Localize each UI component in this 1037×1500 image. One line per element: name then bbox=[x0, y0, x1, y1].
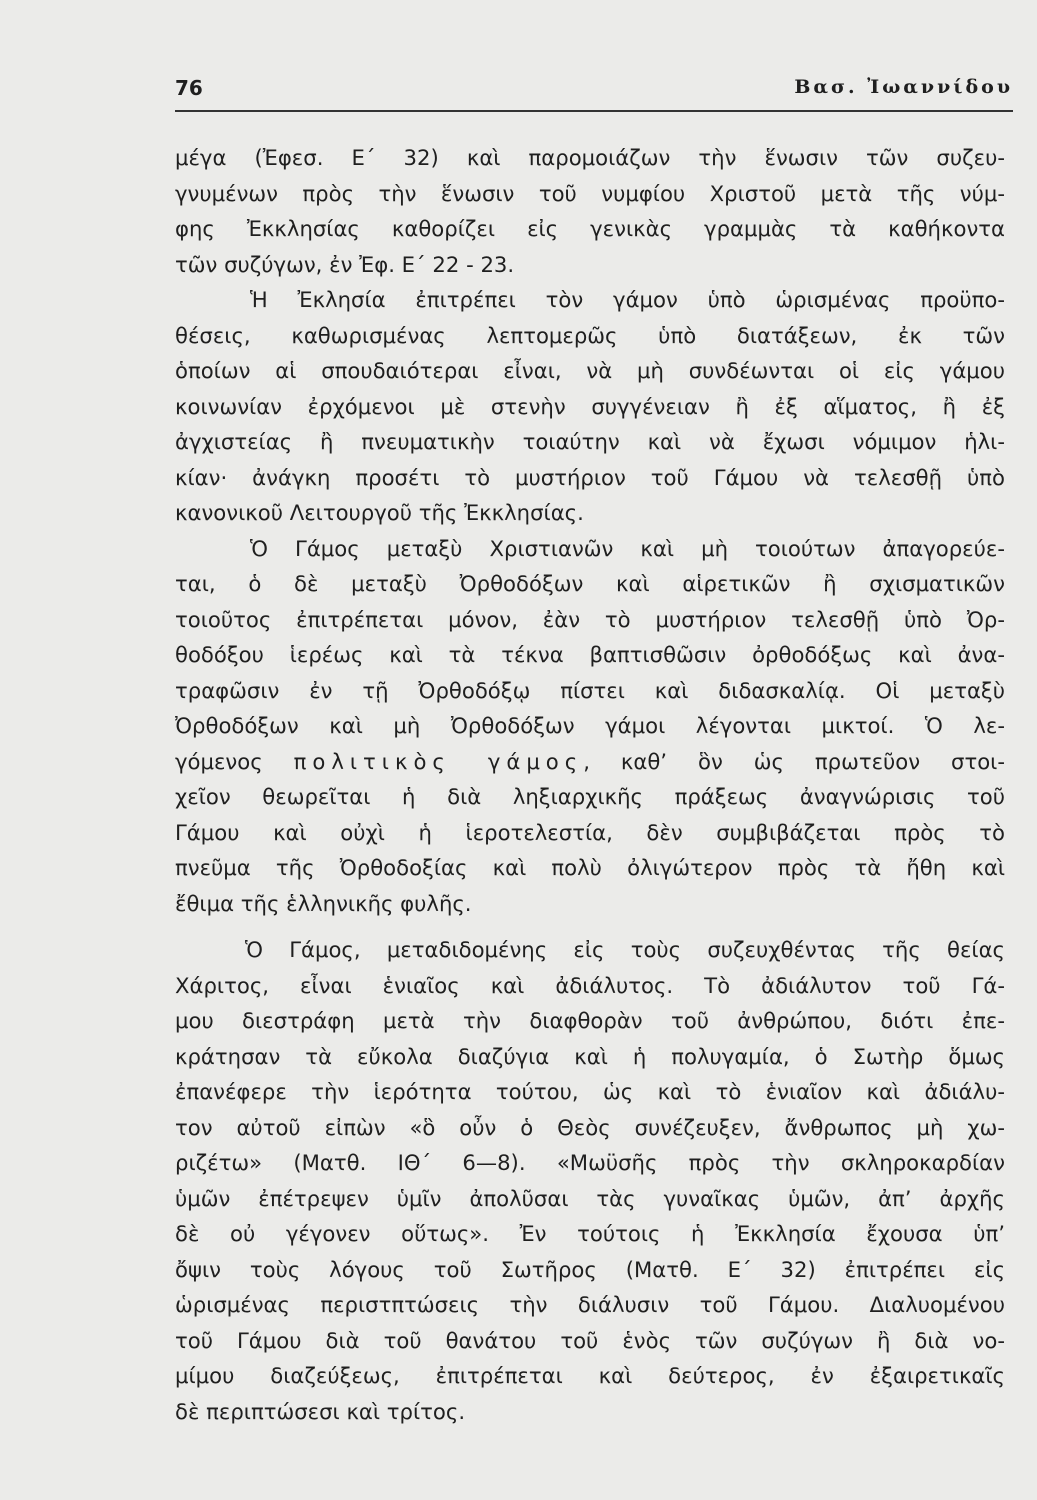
text-line: μίμου διαζεύξεως, ἐπιτρέπεται καὶ δεύτερος, ἐν ἐξαιρετικαῖς bbox=[175, 1363, 1005, 1388]
text-line: ὄψιν τοὺς λόγους τοῦ Σωτῆρος (Ματθ. Ε΄ 32) ἐπιτρέπει εἰς bbox=[175, 1256, 1005, 1282]
page-number: 76 bbox=[175, 76, 203, 100]
text-line: Ὀρθοδόξων καὶ μὴ Ὀρθοδόξων γάμοι λέγονται μικτοί. Ὁ λε- bbox=[175, 713, 1005, 738]
page-header bbox=[175, 76, 1013, 106]
text-line: τοιοῦτος ἐπιτρέπεται μόνον, ἐὰν τὸ μυστήριον τελεσθῇ ὑπὸ Ὀρ- bbox=[175, 606, 1005, 632]
text-line-mixed bbox=[175, 744, 1005, 780]
text-line: πνεῦμα τῆς Ὀρθοδοξίας καὶ πολὺ ὀλιγώτερον πρὸς τὰ ἤθη καὶ bbox=[175, 855, 1005, 880]
text-line: θέσεις, καθωρισμένας λεπτομερῶς ὑπὸ διατάξεων, ἐκ τῶν bbox=[175, 322, 1005, 348]
text-line: ἐπανέφερε τὴν ἱερότητα τούτου, ὡς καὶ τὸ ἑνιαῖον καὶ ἀδιάλυ- bbox=[175, 1079, 1005, 1104]
header-rule bbox=[175, 110, 1013, 112]
text-line: δὲ περιπτώσεσι καὶ τρίτος. bbox=[175, 1398, 466, 1424]
text-line: Ὁ Γάμος μεταξὺ Χριστιανῶν καὶ μὴ τοιούτων ἀπαγορεύε- bbox=[250, 535, 1005, 561]
text-segment: , καθ’ ὃν ὡς πρωτεῦον στοι- bbox=[583, 748, 1005, 774]
text-line: κανονικοῦ Λειτουργοῦ τῆς Ἐκκλησίας. bbox=[175, 500, 584, 525]
running-head: Βασ. Ἰωαννίδου bbox=[794, 76, 1013, 98]
text-line: θοδόξου ἱερέως καὶ τὰ τέκνα βαπτισθῶσιν ὀρθοδόξως καὶ ἀνα- bbox=[175, 642, 1005, 667]
text-line: ται, ὁ δὲ μεταξὺ Ὀρθοδόξων καὶ αἱρετικῶν ἢ σχισματικῶν bbox=[175, 571, 1005, 596]
text-line: Γάμου καὶ οὐχὶ ἡ ἱεροτελεστία, δὲν συμβιβάζεται πρὸς τὸ bbox=[175, 819, 1005, 845]
text-line: γνυμένων πρὸς τὴν ἕνωσιν τοῦ νυμφίου Χριστοῦ μετὰ τῆς νύμ- bbox=[175, 180, 1005, 206]
text-line: χεῖον θεωρεῖται ἡ διὰ ληξιαρχικῆς πράξεως ἀναγνώρισις τοῦ bbox=[175, 784, 1005, 809]
text-line: ριζέτω» (Ματθ. ΙΘ΄ 6—8). «Μωϋσῆς πρὸς τὴν σκληροκαρδίαν bbox=[175, 1150, 1005, 1175]
spaced-term: πολιτικὸς γάμος bbox=[293, 748, 584, 774]
text-line: ὡρισμένας περιστπτώσεις τὴν διάλυσιν τοῦ Γάμου. Διαλυομένου bbox=[175, 1292, 1005, 1317]
text-line: κοινωνίαν ἐρχόμενοι μὲ στενὴν συγγένειαν ἢ ἐξ αἵματος, ἢ ἐξ bbox=[175, 393, 1005, 419]
text-line: κίαν· ἀνάγκη προσέτι τὸ μυστήριον τοῦ Γάμου νὰ τελεσθῇ ὑπὸ bbox=[175, 464, 1005, 490]
text-line: Ἡ Ἐκλησία ἐπιτρέπει τὸν γάμον ὑπὸ ὡρισμένας προϋπο- bbox=[250, 287, 1005, 312]
text-line: ὑμῶν ἐπέτρεψεν ὑμῖν ἀπολῦσαι τὰς γυναῖκας ὑμῶν, ἀπ’ ἀρχῆς bbox=[175, 1185, 1005, 1211]
text-line: Ὁ Γάμος, μεταδιδομένης εἰς τοὺς συζευχθέντας τῆς θείας bbox=[245, 937, 1005, 962]
text-segment: γόμενος bbox=[175, 748, 294, 774]
paragraph-gap bbox=[175, 921, 1005, 932]
text-line: ἔθιμα τῆς ἑλληνικῆς φυλῆς. bbox=[175, 890, 472, 916]
text-line: μου διεστράφη μετὰ τὴν διαφθορὰν τοῦ ἀνθρώπου, διότι ἐπε- bbox=[175, 1008, 1005, 1033]
text-line: Χάριτος, εἶναι ἑνιαῖος καὶ ἀδιάλυτος. Τὸ ἀδιάλυτον τοῦ Γά- bbox=[175, 972, 1005, 998]
text-line: τον αὐτοῦ εἰπὼν «ὃ οὖν ὁ Θεὸς συνέζευξεν, ἄνθρωπος μὴ χω- bbox=[175, 1114, 1005, 1140]
text-line: ἀγχιστείας ἢ πνευματικὴν τοιαύτην καὶ νὰ ἔχωσι νόμιμον ἡλι- bbox=[175, 429, 1005, 454]
text-line: τῶν συζύγων, ἐν Ἐφ. Ε΄ 22 - 23. bbox=[175, 251, 515, 277]
text-line: ὁποίων αἱ σπουδαιότεραι εἶναι, νὰ μὴ συνδέωνται οἱ εἰς γάμου bbox=[175, 358, 1005, 383]
text-line: μέγα (Ἐφεσ. Ε΄ 32) καὶ παρομοιάζων τὴν ἕνωσιν τῶν συζευ- bbox=[175, 145, 1005, 170]
text-line: τραφῶσιν ἐν τῇ Ὀρθοδόξῳ πίστει καὶ διδασκαλίᾳ. Οἱ μεταξὺ bbox=[175, 677, 1005, 703]
text-line: κράτησαν τὰ εὔκολα διαζύγια καὶ ἡ πολυγαμία, ὁ Σωτὴρ ὅμως bbox=[175, 1043, 1005, 1069]
page-body bbox=[175, 140, 1005, 1429]
text-line: τοῦ Γάμου διὰ τοῦ θανάτου τοῦ ἑνὸς τῶν συζύγων ἢ διὰ νο- bbox=[175, 1327, 1005, 1353]
text-line: φης Ἐκκλησίας καθορίζει εἰς γενικὰς γραμμὰς τὰ καθήκοντα bbox=[175, 216, 1005, 241]
text-line: δὲ οὐ γέγονεν οὕτως». Ἐν τούτοις ἡ Ἐκκλησία ἔχουσα ὑπ’ bbox=[175, 1221, 1005, 1246]
